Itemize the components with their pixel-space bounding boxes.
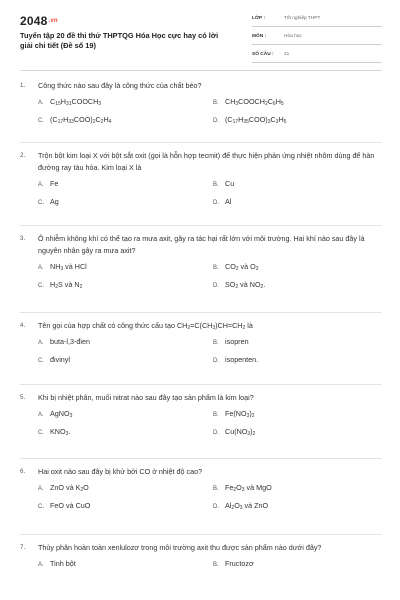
question — [20, 466, 385, 522]
answer-option[interactable] — [38, 261, 87, 274]
option-text: $SO_2$ và $NO_2$. — [225, 280, 266, 290]
answer-options — [38, 96, 385, 136]
answer-options — [38, 558, 385, 598]
option-text: đivinyl — [50, 355, 70, 364]
question-divider — [20, 384, 382, 385]
question-number: 3. — [20, 235, 26, 242]
option-text: $(C_{17}H_{33}COO)_2C_2H_4$ — [50, 115, 112, 125]
answer-option[interactable] — [213, 500, 268, 513]
answer-options — [38, 482, 385, 522]
meta-question-count: SỐ CÂU : 41 — [252, 50, 382, 63]
option-text: Ag — [50, 197, 59, 206]
option-letter: B. — [213, 340, 219, 346]
question-divider — [20, 142, 382, 143]
answer-option[interactable] — [213, 114, 286, 127]
option-letter: D. — [213, 118, 219, 124]
option-text: $Fe(NO_3)_2$ — [225, 409, 255, 419]
answer-option[interactable] — [38, 178, 58, 191]
option-text: $CO_2$ và $O_2$ — [225, 262, 259, 272]
question-divider — [20, 534, 382, 535]
answer-options — [38, 336, 385, 376]
answer-option[interactable] — [213, 178, 234, 191]
option-text: Fe — [50, 179, 59, 188]
answer-option[interactable] — [213, 558, 254, 571]
question — [20, 542, 385, 598]
option-text: $(C_{17}H_{35}COO)_3C_3H_5$ — [225, 115, 287, 125]
question-divider — [20, 312, 382, 313]
answer-option[interactable] — [38, 558, 76, 571]
option-text: ZnO và $K_2O$ — [50, 483, 89, 493]
option-letter: D. — [213, 358, 219, 364]
option-text: buta-l,3-đien — [50, 337, 90, 346]
option-letter: A. — [38, 412, 44, 418]
answer-option[interactable] — [38, 408, 72, 421]
option-text: FeO và CuO — [50, 501, 91, 510]
site-logo[interactable]: $2048^{.vn}$ — [20, 14, 58, 28]
option-text: AgNO$_3$ — [50, 409, 73, 419]
option-letter: C. — [38, 358, 44, 364]
option-letter: B. — [213, 562, 219, 568]
question-number: 6. — [20, 468, 26, 475]
answer-options — [38, 408, 385, 448]
header-divider — [20, 70, 382, 71]
answer-option[interactable] — [213, 336, 249, 349]
answer-option[interactable] — [213, 196, 231, 209]
option-letter: D. — [213, 430, 219, 436]
option-text: $NH_3$ và HCl — [50, 262, 87, 272]
option-letter: B. — [213, 100, 219, 106]
question-text: Ô nhiễm không khí có thể tạo ra mưa axit, gây ra tác hại rất lớn với môi trường. Hai khí nào sau đây là nguyên nhân gây ra mưa axit? — [38, 234, 365, 255]
question-number: 4. — [20, 322, 26, 329]
option-text: $Cu(NO_3)_2$ — [225, 427, 256, 437]
question — [20, 150, 385, 218]
question-divider — [20, 225, 382, 226]
option-letter: D. — [213, 200, 219, 206]
option-letter: A. — [38, 340, 44, 346]
answer-options — [38, 178, 385, 218]
question-text: Khi bị nhiệt phân, muối nitrat nào sau đây tạo sản phẩm là kim loại? — [38, 393, 254, 402]
option-text: isopren — [225, 337, 249, 346]
option-letter: D. — [213, 283, 219, 289]
option-text: $KNO_3$. — [50, 427, 71, 437]
option-text: Cu — [225, 179, 235, 188]
question-stem — [20, 320, 385, 332]
answer-option[interactable] — [213, 482, 272, 495]
option-letter: B. — [213, 486, 219, 492]
answer-option[interactable] — [213, 408, 255, 421]
question — [20, 320, 385, 376]
option-letter: B. — [213, 412, 219, 418]
meta-subject: MÔN : Hóa học — [252, 32, 382, 45]
answer-option[interactable] — [213, 354, 258, 367]
document-meta — [252, 14, 382, 68]
option-text: $Al_2O_3$ và ZnO — [225, 501, 269, 511]
option-letter: D. — [213, 504, 219, 510]
option-letter: A. — [38, 100, 44, 106]
answer-option[interactable] — [38, 500, 90, 513]
answer-option[interactable] — [38, 336, 90, 349]
option-letter: A. — [38, 265, 44, 271]
document-header — [0, 0, 400, 72]
question-number: 2. — [20, 152, 26, 159]
option-text: $CH_3COOCH_2C_6H_5$ — [225, 97, 284, 107]
question-text: Trộn bột kim loại X với bột sắt oxit (gọi là hỗn hợp tecmit) để thực hiện phản ứng nhiệt nhôm dùng để hàn đường ray tàu hỏa. Kim loại X là — [38, 151, 375, 172]
question-stem — [20, 150, 385, 174]
question-text: Thủy phân hoàn toàn xenlulozơ trong môi trường axit thu được sản phẩm nào dưới đây? — [38, 543, 322, 552]
answer-option[interactable] — [38, 114, 111, 127]
option-letter: B. — [213, 182, 219, 188]
question — [20, 392, 385, 448]
question-divider — [20, 458, 382, 459]
option-letter: A. — [38, 562, 44, 568]
option-text: $Fe_2O_3$ và MgO — [225, 483, 272, 493]
question-number: 5. — [20, 394, 26, 401]
question-stem — [20, 80, 385, 92]
answer-option[interactable] — [213, 96, 284, 109]
option-text: isopenten. — [225, 355, 259, 364]
answer-option[interactable] — [38, 426, 70, 439]
option-letter: B. — [213, 265, 219, 271]
option-text: Tinh bột — [50, 559, 76, 568]
answer-option[interactable] — [213, 426, 255, 439]
option-text: $H_2S$ và $N_2$ — [50, 280, 83, 290]
option-letter: C. — [38, 430, 44, 436]
question-number: 7. — [20, 544, 26, 551]
option-text: $C_{15}H_{31}COOCH_3$ — [50, 97, 102, 107]
answer-option[interactable] — [213, 261, 259, 274]
question-text: Tên gọi của hợp chất có công thức cấu tạo $CH_2=C(CH_3)CH=CH_2$ là — [38, 321, 253, 331]
question — [20, 80, 385, 136]
answer-option[interactable] — [38, 354, 70, 367]
option-letter: C. — [38, 283, 44, 289]
question-stem — [20, 392, 385, 404]
option-letter: C. — [38, 118, 44, 124]
option-letter: A. — [38, 182, 44, 188]
question-text: Công thức nào sau đây là công thức của chất béo? — [38, 81, 202, 90]
answer-option[interactable] — [38, 96, 101, 109]
option-text: Al — [225, 197, 232, 206]
option-letter: A. — [38, 486, 44, 492]
question-stem — [20, 542, 385, 554]
question-stem — [20, 466, 385, 478]
answer-option[interactable] — [38, 482, 89, 495]
answer-option[interactable] — [213, 279, 265, 292]
question-text: Hai oxit nào sau đây bị khử bởi CO ở nhiệt độ cao? — [38, 467, 203, 476]
option-letter: C. — [38, 504, 44, 510]
option-letter: C. — [38, 200, 44, 206]
option-text: Fructozơ — [225, 559, 254, 568]
meta-grade: LỚP : Tốt nghiệp THPT — [252, 14, 382, 27]
answer-option[interactable] — [38, 196, 59, 209]
answer-options — [38, 261, 385, 301]
question-stem — [20, 233, 385, 257]
answer-option[interactable] — [38, 279, 82, 292]
question — [20, 233, 385, 301]
document-title: Tuyển tập 20 đề thi thử THPTQG Hóa Học cực hay có lời giải chi tiết (Đề số 19) — [20, 31, 219, 50]
question-number: 1. — [20, 82, 26, 89]
